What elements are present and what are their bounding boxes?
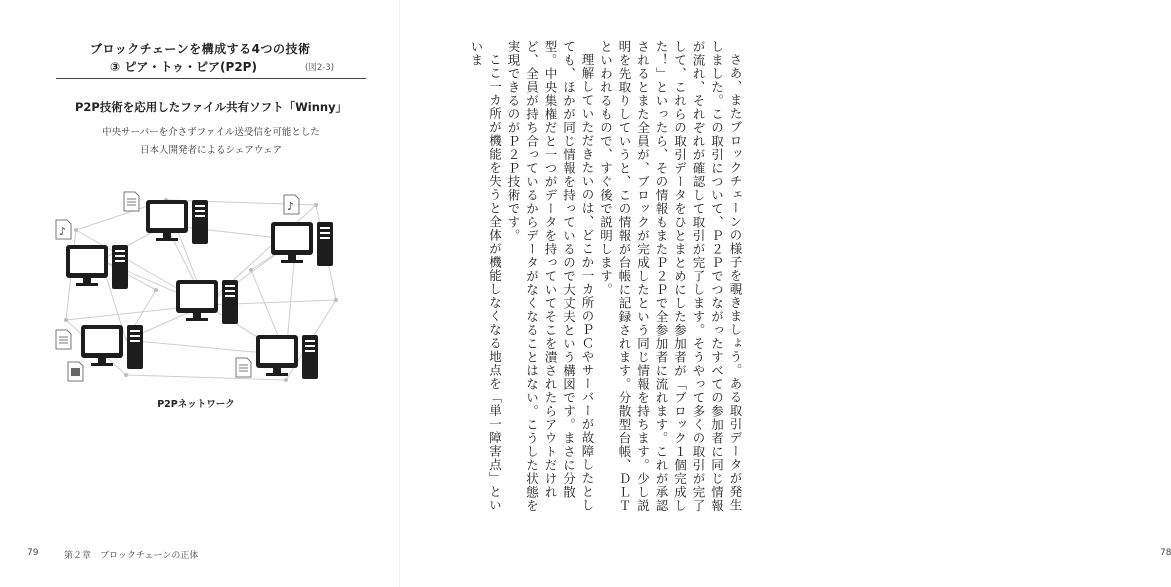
paragraph: ここ一カ所が機能を失うと全体が機能しなくなる地点を「単一障害点」といいま [469, 40, 503, 512]
page-number-right: 78 [1160, 548, 1171, 558]
document-icon [56, 330, 71, 349]
right-page [400, 0, 1171, 587]
box-desc-line1: 中央サーバーを介さずファイル送受信を可能とした [102, 127, 320, 138]
box-heading: P2P技術を応用したファイル共有ソフト「Winny」 [74, 100, 348, 114]
computer-icon [176, 280, 238, 324]
figure-subtitle: ③ ピア・トゥ・ピア(P2P) [110, 60, 257, 74]
computer-icon [271, 222, 333, 266]
box-desc-line2: 日本人開発者によるシェアウェア [140, 145, 282, 156]
document-icon [236, 358, 251, 377]
music-file-icon [284, 195, 299, 214]
music-file-icon [56, 220, 71, 239]
video-file-icon [68, 362, 83, 381]
paragraph: 理解していただきたいのは、どこか一カ所のＰＣやサーバーが故障したとしても、ほかが同じ情報を持っているので大丈夫という構図です。まさに分散型。中央集権だと一つがデータを持っていてそこを潰されたらアウトだけれど、全員が持ち合っているからデータがなくなることはない。こうした状態を実現できるのがＰ２Ｐ技術です。 [506, 40, 595, 513]
computer-icon [256, 335, 318, 379]
running-head: 第２章 ブロックチェーンの正体 [64, 551, 199, 561]
computer-icon [66, 245, 128, 289]
p2p-network-diagram: ♪ [56, 180, 346, 390]
paragraph: さあ、またブロックチェーンの様子を覗きましょう。ある取引データが発生しました。この取引について、Ｐ２Ｐでつながったすべての参加者に同じ情報が流れ、それぞれが確認して取引が完了します。そうやって多くの取引が完了して、これらの取引データをひとまとめにした参加者が「ブロック１個完成した！」といったら、その情報もまたＰ２Ｐで全参加者に流れます。これが承認されるとまた全員が、ブロックが完成したという同じ情報を持ちます。少し説明を先取りしていうと、この情報が台帳に記録されます。分散型台帳、ＤＬＴといわれるもので、すぐ後で説明します。 [598, 40, 743, 513]
document-icon [124, 192, 139, 211]
left-page [0, 0, 400, 587]
network-caption: P2Pネットワーク [157, 399, 235, 410]
figure-ref: (図2-3) [305, 63, 335, 73]
computer-icon [146, 200, 208, 244]
figure-rule-top [56, 78, 366, 79]
page-number-left: 79 [27, 548, 39, 558]
figure-title: ブロックチェーンを構成する4つの技術 [90, 42, 311, 56]
vertical-body-text [414, 40, 744, 520]
